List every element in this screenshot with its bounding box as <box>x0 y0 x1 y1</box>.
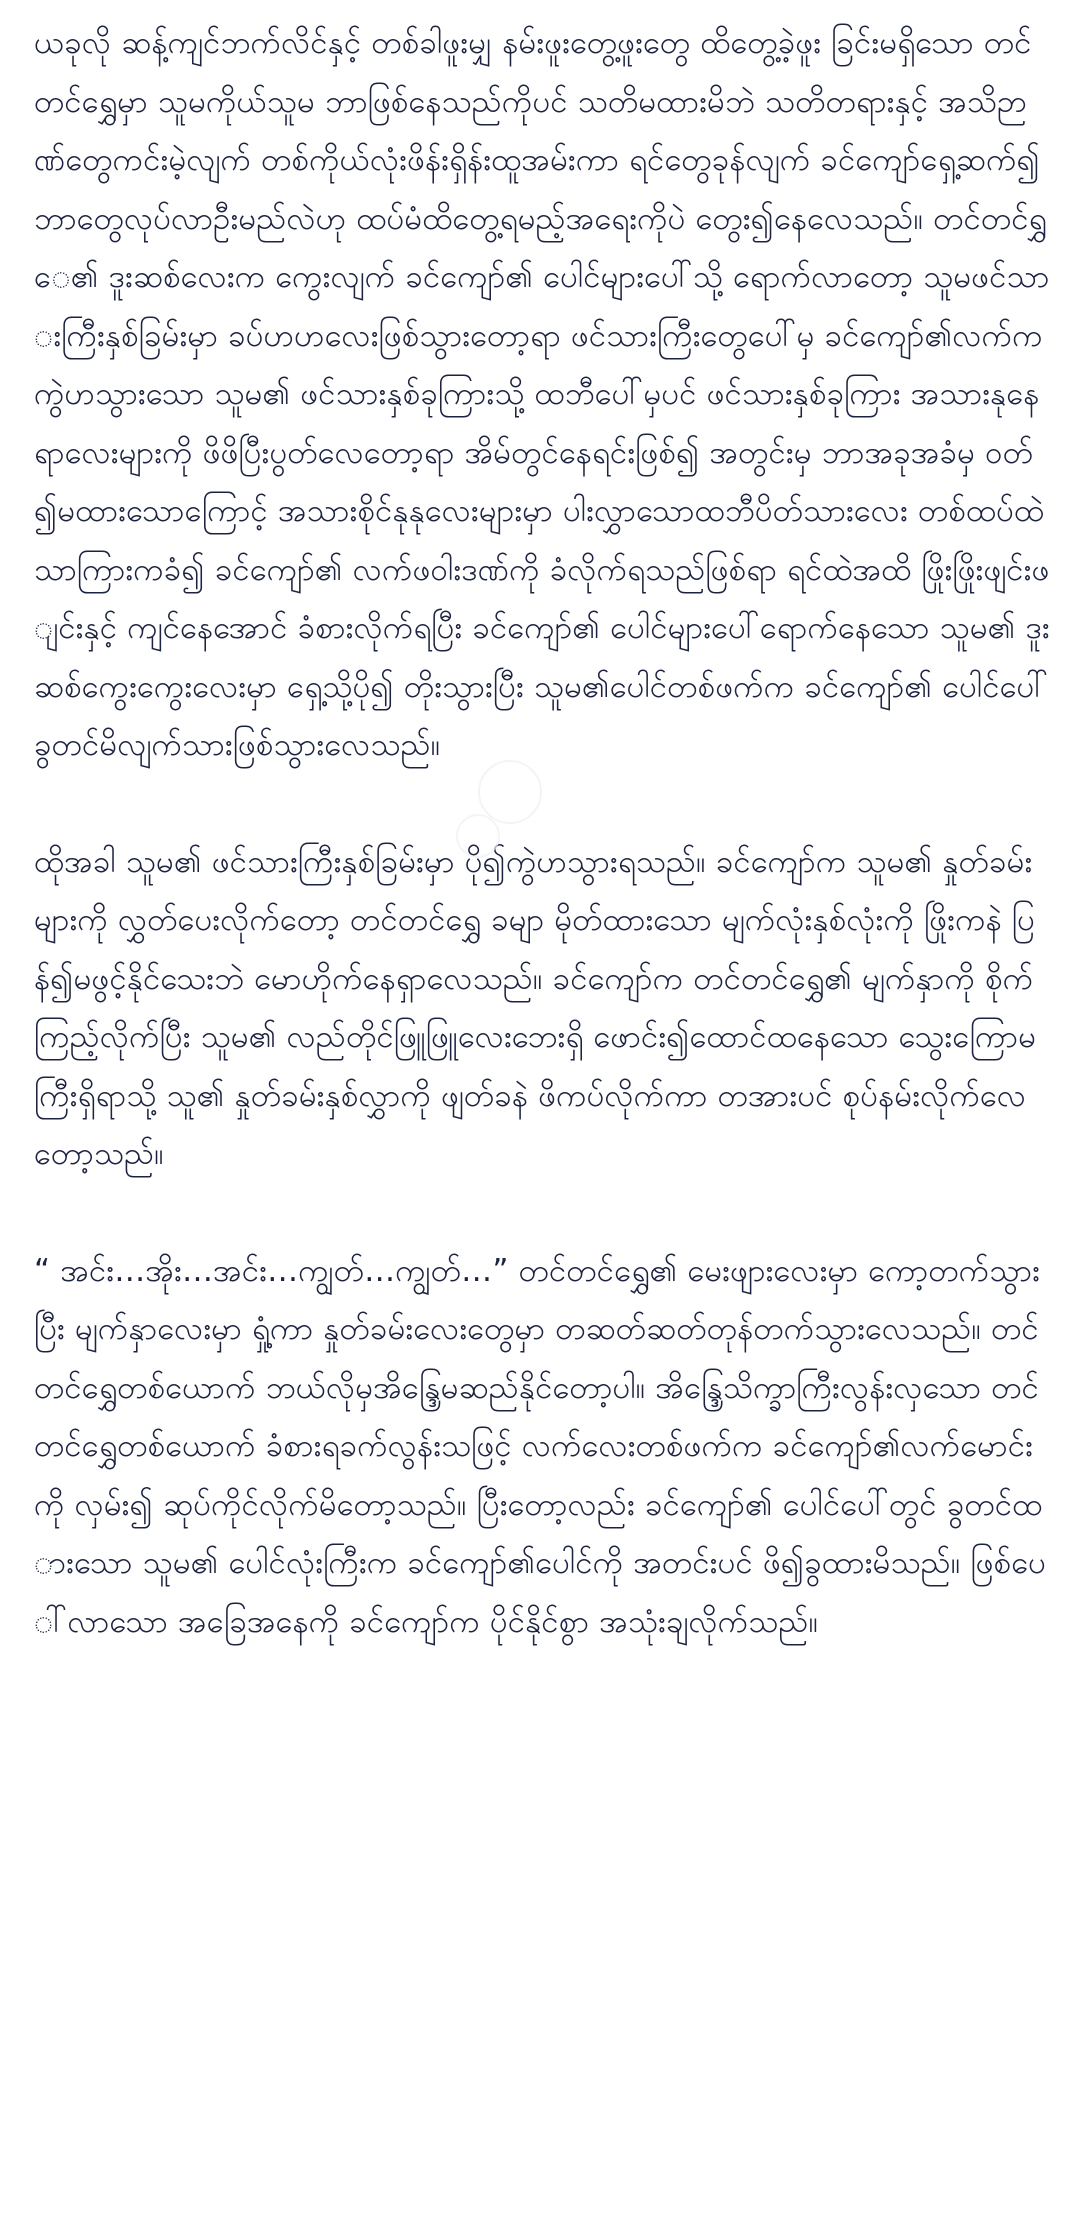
article-body <box>34 14 1050 1709</box>
watermark-logo <box>478 760 542 824</box>
paragraph-2: ထိုအခါ သူမ၏ ဖင်သားကြီးနှစ်ခြမ်းမှာ ပို၍ကွဲဟသွားရသည်။ ခင်ကျော်က သူမ၏ နှုတ်ခမ်းများကို လွှတ်ပေးလိုက်တော့ တင်တင်ရွှေ ခမျာ မိုတ်ထားသော မျက်လုံးနှစ်လုံးကို ဖြိုးကနဲ ပြန်၍မဖွင့်နိုင်သေးဘဲ မောဟိုက်နေရှာလေသည်။ ခင်ကျော်က တင်တင်ရွှေ၏ မျက်နှာကို စိုက်ကြည့်လိုက်ပြီး သူမ၏ လည်တိုင်ဖြူဖြူလေးဘေးရှိ ဖောင်း၍ထောင်ထနေသော သွေးကြောမကြီးရှိရာသို့ သူ၏ နှုတ်ခမ်းနှစ်လွှာကို ဖျတ်ခနဲ ဖိကပ်လိုက်ကာ တအားပင် စုပ်နမ်းလိုက်လေတော့သည်။ <box>34 843 1037 1172</box>
paragraph-3: “ အင်း…အိုး…အင်း…ကျွတ်…ကျွတ်…” တင်တင်ရွှေ၏ မေးဖျားလေးမှာ ကော့တက်သွားပြီး မျက်နှာလေးမှာ ရှုံ့ကာ နှုတ်ခမ်းလေးတွေမှာ တဆတ်ဆတ်တုန်တက်သွားလေသည်။ တင်တင်ရွှေတစ်ယောက် ဘယ်လိုမှအိန္ဒြေမဆည်နိုင်တော့ပါ။ အိန္ဒြေသိက္ခာကြီးလွန်းလှသော တင်တင်ရွှေတစ်ယောက် ခံစားရခက်လွန်းသဖြင့် လက်လေးတစ်ဖက်က ခင်ကျော်၏လက်မောင်းကို လှမ်း၍ ဆုပ်ကိုင်လိုက်မိတော့သည်။ ပြီးတော့လည်း ခင်ကျော်၏ ပေါင်ပေါ်တွင် ခွတင်ထားသော သူမ၏ ပေါင်လုံးကြီးက ခင်ကျော်၏ပေါင်ကို အတင်းပင် ဖိ၍ခွထားမိသည်။ ဖြစ်ပေါ်လာသော အခြေအနေကို ခင်ကျော်က ပိုင်နိုင်စွာ အသုံးချလိုက်သည်။ <box>34 1252 1047 1640</box>
paragraph-1: ယခုလို ဆန့်ကျင်ဘက်လိင်နှင့် တစ်ခါဖူးမျှ နမ်းဖူးတွေ့ဖူးတွေ ထိတွေ့ခဲ့ဖူး ခြင်းမရှိသော တင်တင်ရွှေမှာ သူမကိုယ်သူမ ဘာဖြစ်နေသည်ကိုပင် သတိမထားမိဘဲ သတိတရားနှင့် အသိဉာဏ်တွေကင်းမဲ့လျက် တစ်ကိုယ်လုံးဖိန်းရှိန်းထူအမ်းကာ ရင်တွေခုန်လျက် ခင်ကျော်ရှေ့ဆက်၍ ဘာတွေလုပ်လာဦးမည်လဲဟု ထပ်မံထိတွေ့ရမည့်အရေးကိုပဲ တွေး၍နေလေသည်။ တင်တင်ရွှေ၏ ဒူးဆစ်လေးက ကွေးလျက် ခင်ကျော်၏ ပေါင်များပေါ်သို့ ရောက်လာတော့ သူမဖင်သားကြီးနှစ်ခြမ်းမှာ ခပ်ဟဟလေးဖြစ်သွားတော့ရာ ဖင်သားကြီးတွေပေါ်မှ ခင်ကျော်၏လက်က ကွဲဟသွားသော သူမ၏ ဖင်သားနှစ်ခုကြားသို့ ထဘီပေါ်မှပင် ဖင်သားနှစ်ခုကြား အသားနုနေရာလေးများကို ဖိဖိပြီးပွတ်လေတော့ရာ အိမ်တွင်နေရင်းဖြစ်၍ အတွင်းမှ ဘာအခုအခံမှ ဝတ်၍မထားသောကြောင့် အသားစိုင်နုနုလေးများမှာ ပါးလွှာသောထဘီပိတ်သားလေး တစ်ထပ်ထဲသာကြားကခံ၍ ခင်ကျော်၏ လက်ဖဝါးဒဏ်ကို ခံလိုက်ရသည်ဖြစ်ရာ ရင်ထဲအထိ ဖြိုးဖြိုးဖျင်းဖျင်းနှင့် ကျင်နေအောင် ခံစားလိုက်ရပြီး ခင်ကျော်၏ ပေါင်များပေါ်ရောက်နေသော သူမ၏ ဒူးဆစ်ကွေးကွေးလေးမှာ ရှေ့သို့ပို၍ တိုးသွားပြီး သူမ၏ပေါင်တစ်ဖက်က ခင်ကျော်၏ ပေါင်ပေါ်ခွတင်မိလျက်သားဖြစ်သွားလေသည်။ <box>34 25 1050 763</box>
